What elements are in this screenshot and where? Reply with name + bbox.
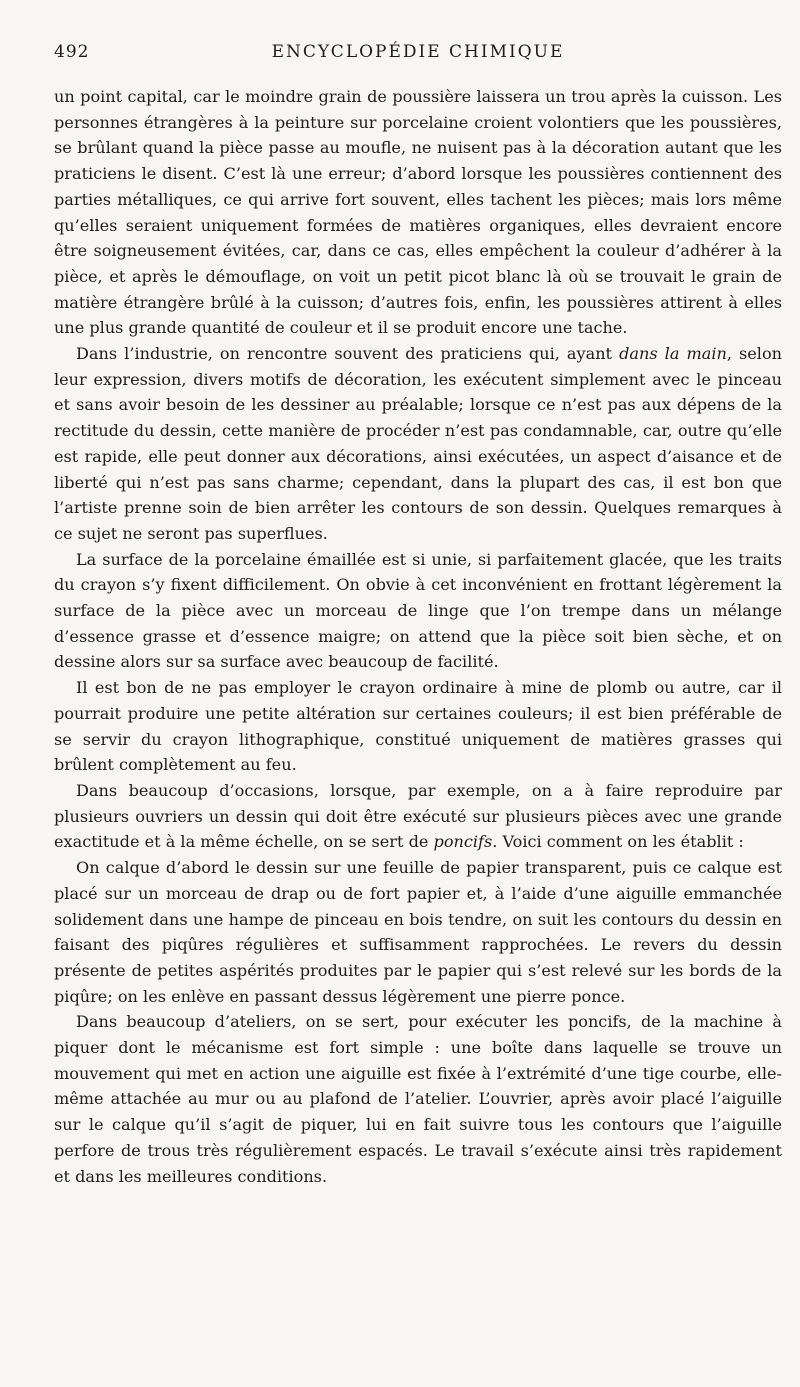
text-segment: Dans beaucoup d’ateliers, on se sert, pour exécuter les poncifs, de la machine à piquer dont le mécanisme est fort simple : une boîte dans laquelle se trouve un mouvement qui met en action une aiguille est fixée à l’extrémité d’une tige courbe, elle-même attachée au mur ou au plafond de l’atelier. L’ouvrier, après avoir placé l’aiguille sur le calque qu’il s’agit de piquer, lui en fait suivre tous les contours que l’aiguille perfore de trous très régulièrement espacés. Le travail s’exécute ainsi très rapidement et dans les meilleures conditions. [54, 1012, 782, 1186]
page-header [54, 38, 782, 68]
body-text [54, 84, 782, 1189]
paragraph [54, 1009, 782, 1189]
running-head: ENCYCLOPÉDIE CHIMIQUE [271, 42, 565, 62]
paragraph [54, 778, 782, 855]
text-segment: . Voici comment on les établit : [492, 832, 744, 852]
paragraph [54, 547, 782, 676]
page-number: 492 [54, 42, 90, 62]
text-segment: un point capital, car le moindre grain de poussière laissera un trou après la cuisson. Les personnes étrangères à la peinture sur porcelaine croient volontiers que les poussières, se brûlant quand la pièce passe au moufle, ne nuisent pas à la décoration autant que les praticiens le disent. C’est là une erreur; d’abord lorsque les poussières contiennent des parties métalliques, ce qui arrive fort souvent, elles tachent les pièces; mais lors même qu’elles seraient uniquement formées de matières organiques, elles devraient encore être soigneusement évitées, car, dans ce cas, elles empêchent la couleur d’adhérer à la pièce, et après le démouflage, on voit un petit picot blanc là où se trouvait le grain de matière étrangère brûlé à la cuisson; d’autres fois, enfin, les poussières attirent à elles une plus grande quantité de couleur et il se produit encore une tache. [54, 87, 782, 338]
text-segment: Il est bon de ne pas employer le crayon ordinaire à mine de plomb ou autre, car il pourrait produire une petite altération sur certaines couleurs; il est bien préférable de se servir du crayon lithographique, constitué uniquement de matières grasses qui brûlent complètement au feu. [54, 678, 782, 775]
page [54, 38, 782, 1189]
paragraph [54, 675, 782, 778]
text-segment: Dans beaucoup d’occasions, lorsque, par exemple, on a à faire reproduire par plusieurs ouvriers un dessin qui doit être exécuté sur plusieurs pièces avec une grande exactitude et à la même échelle, on se sert de [54, 780, 782, 852]
paragraph [54, 855, 782, 1009]
italic-term: poncifs [433, 832, 493, 852]
text-segment: On calque d’abord le dessin sur une feuille de papier transparent, puis ce calque est placé sur un morceau de drap ou de fort papier et, à l’aide d’une aiguille emmanchée solidement dans une hampe de pinceau en bois tendre, on suit les contours du dessin en faisant des piqûres régulières et suffisamment rapprochées. Le revers du dessin présente de petites aspérités produites par le papier qui s’est relevé sur les bords de la piqûre; on les enlève en passant dessus légèrement une pierre ponce. [54, 858, 782, 1006]
paragraph [54, 341, 782, 547]
paragraph [54, 84, 782, 341]
text-segment: Dans l’industrie, on rencontre souvent des praticiens qui, ayant [76, 344, 620, 364]
italic-phrase: dans la main [619, 344, 727, 364]
text-segment: La surface de la porcelaine émaillée est si unie, si parfaitement glacée, que les traits du crayon s’y fixent difficilement. On obvie à cet inconvénient en frottant légèrement la surface de la pièce avec un morceau de linge que l’on trempe dans un mélange d’essence grasse et d’essence maigre; on attend que la pièce soit bien sèche, et on dessine alors sur sa surface avec beaucoup de facilité. [54, 549, 782, 672]
text-segment: , selon leur expression, divers motifs de décoration, les exécutent simplement avec le pinceau et sans avoir besoin de les dessiner au préalable; lorsque ce n’est pas aux dépens de la rectitude du dessin, cette manière de procéder n’est pas condamnable, car, outre qu’elle est rapide, elle peut donner aux décorations, ainsi exécutées, un aspect d’aisance et de liberté qui n’est pas sans charme; cependant, dans la plupart des cas, il est bon que l’artiste prenne soin de bien arrêter les contours de son dessin. Quelques remarques à ce sujet ne seront pas superflues. [54, 344, 783, 543]
